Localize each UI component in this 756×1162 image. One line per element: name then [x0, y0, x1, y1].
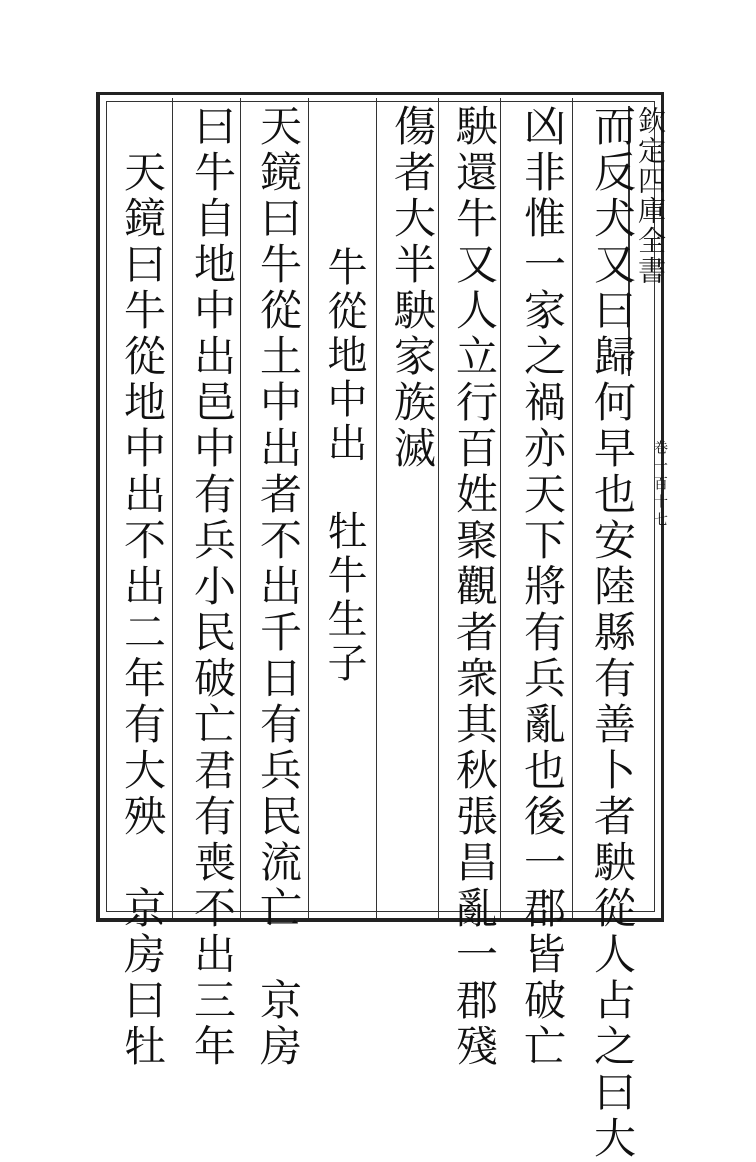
- column-rule: [308, 98, 309, 918]
- margin-book-title: 欽定四庫全書: [628, 106, 670, 376]
- column-rule: [172, 98, 173, 918]
- text-column-4: 傷者大半駚家族滅: [388, 104, 437, 472]
- text-column-3: 駚還牛又人立行百姓聚觀者衆其秋張昌亂一郡殘: [450, 104, 499, 1070]
- text-column-2: 凶非惟一家之禍亦天下將有兵亂也後一郡皆破亡: [518, 104, 567, 1070]
- page-border: [96, 92, 664, 1162]
- column-rule: [240, 98, 241, 918]
- margin-volume-number: 卷一百十七: [652, 440, 668, 530]
- text-column-1: 而反犬又曰歸何早也安陸縣有善卜者駚從人占之曰大: [588, 104, 637, 1162]
- text-column-8: 天鏡曰牛從地中出不出二年有大殃 京房曰牡: [118, 150, 167, 1070]
- column-rule: [572, 98, 573, 918]
- text-column-6: 天鏡曰牛從土中出者不出千日有兵民流亡 京房: [254, 104, 303, 1070]
- text-column-7: 曰牛自地中出邑中有兵小民破亡君有喪不出三年: [188, 104, 237, 1070]
- column-rule: [376, 98, 377, 918]
- text-column-heading: 牛從地中出 牡牛生子: [321, 246, 367, 686]
